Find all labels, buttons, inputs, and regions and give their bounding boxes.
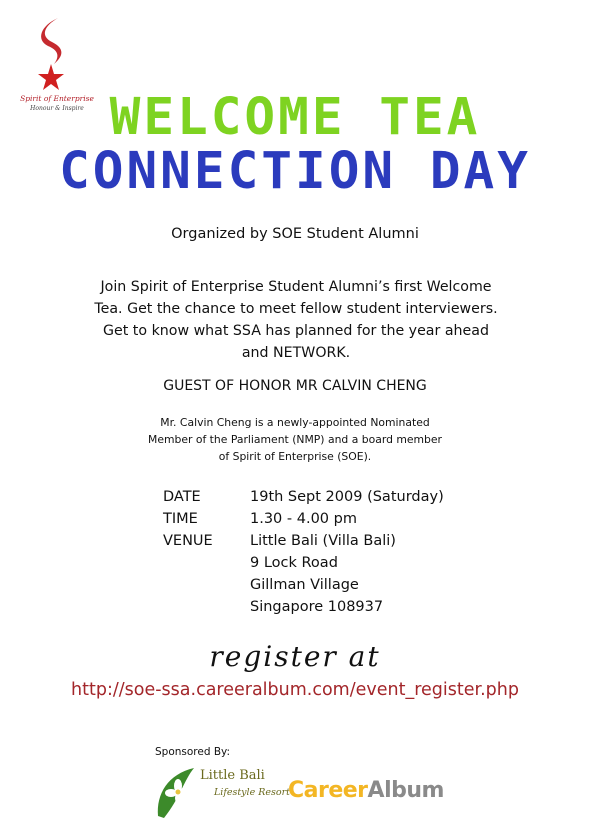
venue-line: 9 Lock Road [250,555,338,571]
little-bali-subtitle: Lifestyle Resort [214,787,290,798]
title-connection-day: CONNECTION DAY [59,142,531,201]
soe-logo-name: Spirit of Enterprise [20,94,94,103]
sponsored-by-label: Sponsored By: [155,746,231,758]
frangipani-flower-icon [154,764,204,820]
venue-row [163,530,444,618]
bio-line: of Spirit of Enterprise (SOE). [218,450,372,463]
little-bali-name: Little Bali [200,768,265,783]
guest-of-honor-heading: GUEST OF HONOR MR CALVIN CHENG [163,378,427,394]
time-value: 1.30 - 4.00 pm [250,511,357,527]
career-album-part1: Career [288,778,368,803]
bio-line: Mr. Calvin Cheng is a newly-appointed Nominated [160,416,430,429]
organized-by: Organized by SOE Student Alumni [171,226,419,242]
intro-line: and NETWORK. [241,345,351,361]
time-label: TIME [163,511,198,527]
guest-bio [130,414,460,465]
intro-paragraph [90,276,502,364]
register-url-link[interactable]: http://soe-ssa.careeralbum.com/event_register.php [71,680,519,700]
date-row [163,486,444,508]
event-details [163,486,444,618]
bio-line: Member of the Parliament (NMP) and a board member [148,433,442,446]
register-at-text: register at [209,640,381,673]
intro-line: Join Spirit of Enterprise Student Alumni’s first Welcome [100,279,492,295]
venue-line: Little Bali (Villa Bali) [250,533,396,549]
soe-swoosh-icon [14,12,98,96]
date-value: 19th Sept 2009 (Saturday) [250,489,444,505]
intro-line: Tea. Get the chance to meet fellow student interviewers. [94,301,498,317]
intro-line: Get to know what SSA has planned for the year ahead [103,323,489,339]
venue-line: Gillman Village [250,577,359,593]
title-welcome-tea: WELCOME TEA [109,88,481,147]
career-album-logo [288,778,444,803]
career-album-part2: Album [367,778,444,803]
venue-label: VENUE [163,533,213,549]
time-row [163,508,444,530]
date-label: DATE [163,489,201,505]
venue-line: Singapore 108937 [250,599,384,615]
soe-logo-tagline: Honour & Inspire [30,105,84,112]
venue-value [250,530,396,618]
